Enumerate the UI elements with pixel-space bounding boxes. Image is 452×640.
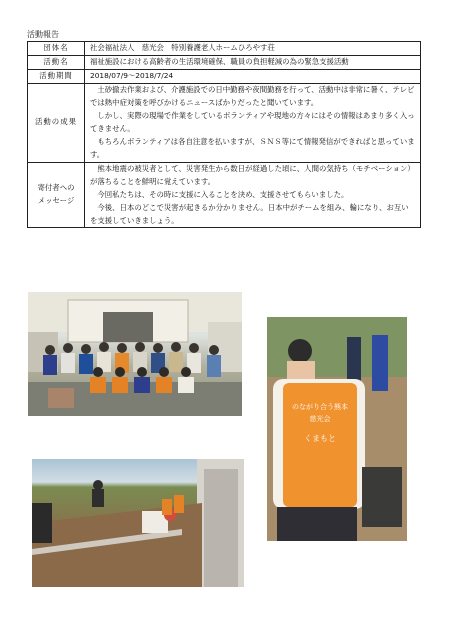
message-paragraph: 熊本地震の被災者として、災害発生から数日が経過した頃に、人間の気持ち（モチベーション）が落ちることを鮮明に覚えています。 bbox=[90, 163, 415, 186]
activity-value: 福祉施設における高齢者の生活環境確保、職員の負担軽減の為の緊急支援活動 bbox=[85, 56, 421, 70]
results-row bbox=[28, 84, 421, 163]
results-paragraph: もちろんボランティアは各自注意を払いますが、ＳＮＳ等にて情報発信ができればと思っています。 bbox=[90, 136, 415, 159]
section-heading: 活動報告 bbox=[27, 30, 59, 39]
activity-row bbox=[28, 56, 421, 70]
results-paragraph: 土砂撤去作業および、介護施設での日中勤務や夜間勤務を行って、活動中は非常に暑く、テレビでは熱中症対策を呼びかけるニュースばかりだったと聞いています。 bbox=[90, 85, 415, 107]
activity-label: 活動名 bbox=[28, 56, 85, 70]
vest-text-line2: 慈光会 bbox=[309, 415, 331, 423]
message-label-line2: メッセージ bbox=[37, 196, 75, 206]
message-label bbox=[28, 162, 85, 228]
org-value: 社会福祉法人 慈光会 特別養護老人ホームひろやす荘 bbox=[85, 42, 421, 56]
org-label: 団体名 bbox=[28, 42, 85, 56]
org-row bbox=[28, 42, 421, 56]
message-body bbox=[85, 162, 421, 228]
report-table bbox=[27, 41, 421, 228]
period-label: 活動期間 bbox=[28, 70, 85, 84]
vest-text-line3: くまもと bbox=[304, 434, 336, 443]
volunteer-vest-photo bbox=[267, 317, 407, 541]
message-paragraph: 今回私たちは、その時に支援に入ることを決め、支援させてもらいました。 bbox=[97, 189, 349, 199]
results-paragraph: しかし、実際の現場で作業をしているボランティアや現地の方々にはその情報はあまり多く入ってきません。 bbox=[90, 110, 415, 133]
period-row bbox=[28, 70, 421, 84]
results-body bbox=[85, 84, 421, 163]
message-paragraph: 今後、日本のどこで災害が起きるか分かりません。日本中がチームを組み、輪になり、お互いを支援していきましょう。 bbox=[90, 202, 409, 225]
mud-removal-photo bbox=[32, 459, 244, 587]
vest-text-line1: のながり合う熊本 bbox=[292, 403, 348, 411]
message-label-line1: 寄付者への bbox=[37, 183, 75, 193]
results-label: 活動の成果 bbox=[28, 84, 85, 163]
period-value: 2018/07/9～2018/7/24 bbox=[85, 70, 421, 84]
group-photo bbox=[28, 292, 242, 416]
message-row bbox=[28, 162, 421, 228]
